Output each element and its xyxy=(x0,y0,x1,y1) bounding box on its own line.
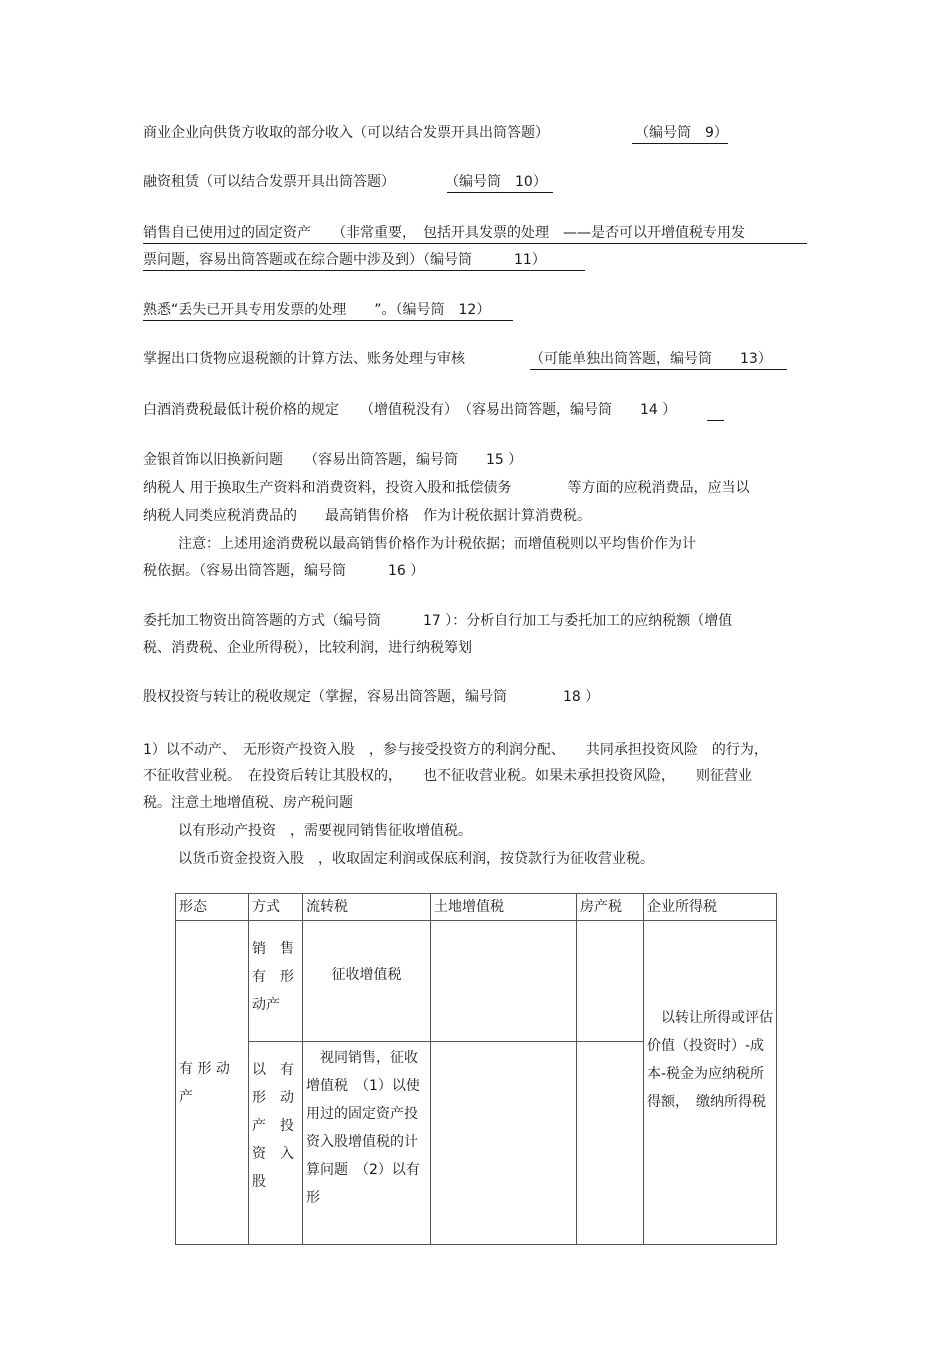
underline xyxy=(530,369,787,370)
underline xyxy=(143,270,585,271)
header-form: 形态 xyxy=(176,894,249,921)
equity-investment-tax-table xyxy=(175,893,777,1245)
header-property-tax: 房产税 xyxy=(577,894,644,921)
table-header-row xyxy=(176,894,777,921)
item-17-line1: 委托加工物资出筒答题的方式（编号筒 17 ）：分析自行加工与委托加工的应纳税额（增值 xyxy=(143,613,733,629)
underline xyxy=(143,320,513,321)
item-12-text: 熟悉“丢失已开具专用发票的处理 ”。（编号筒 12） xyxy=(143,302,491,318)
underline xyxy=(632,143,728,144)
cell-method-invest: 以 有 形 动 产 投 资 入 股 xyxy=(249,1042,303,1245)
item-16-line1: 纳税人 用于换取生产资料和消费资料，投资入股和抵偿债务 等方面的应税消费品，应当以 xyxy=(143,480,750,496)
header-turnover-tax: 流转税 xyxy=(303,894,431,921)
cell-form: 有 形 动 产 xyxy=(176,921,249,1245)
cell-method-sale: 销 售 有 形 动产 xyxy=(249,921,303,1042)
cell-income-tax: 以转让所得或评估价值（投资时）-成本-税金为应纳税所得额， 缴纳所得税 xyxy=(644,921,777,1245)
item-11-line2: 票问题，容易出筒答题或在综合题中涉及到）（编号筒 11） xyxy=(143,252,546,268)
item-18-p1-line2: 不征收营业税。 在投资后转让其股权的， 也不征收营业税。如果未承担投资风险， 则征营业 xyxy=(143,768,752,784)
item-15-title: 金银首饰以旧换新问题 （容易出筒答题，编号筒 15 ） xyxy=(143,452,523,468)
item-11-line1: 销售自已使用过的固定资产 （非常重要， 包括开具发票的处理 ——是否可以开增值税专用发 xyxy=(143,225,745,241)
item-16-line2: 纳税人同类应税消费品的 最高销售价格 作为计税依据计算消费税。 xyxy=(143,508,591,524)
cell-turnover-invest: 视同销售，征收增值税 （1）以使用过的固定资产投资入股增值税的计算问题 （2）以有形 xyxy=(303,1042,431,1245)
header-land-vat: 土地增值税 xyxy=(431,894,577,921)
underline xyxy=(447,192,553,193)
cell-property-tax-2 xyxy=(577,1042,644,1245)
item-18-p2: 以有形动产投资 ，需要视同销售征收增值税。 xyxy=(178,823,472,839)
underline xyxy=(707,420,724,421)
header-method: 方式 xyxy=(249,894,303,921)
item-18-p1-line3: 税。注意土地增值税、房产税问题 xyxy=(143,795,353,811)
item-18-p3: 以货币资金投资入股 ，收取固定利润或保底利润，按贷款行为征收营业税。 xyxy=(178,851,654,867)
item-16-line3: 注意：上述用途消费税以最高销售价格作为计税依据；而增值税则以平均售价作为计 xyxy=(178,536,696,552)
item-10-text: 融资租赁（可以结合发票开具出筒答题） xyxy=(143,174,395,190)
item-9-text: 商业企业向供货方收取的部分收入（可以结合发票开具出筒答题） xyxy=(143,125,549,141)
item-10-ref: （编号筒 10） xyxy=(445,174,547,190)
cell-land-vat-1 xyxy=(431,921,577,1042)
header-income-tax: 企业所得税 xyxy=(644,894,777,921)
item-17-line2: 税、消费税、企业所得税），比较利润，进行纳税筹划 xyxy=(143,640,472,656)
item-16-line4: 税依据。（容易出筒答题，编号筒 16 ） xyxy=(143,563,425,579)
item-13-text: 掌握出口货物应退税额的计算方法、账务处理与审核 xyxy=(143,351,465,367)
item-18-p1-line1: 1）以不动产、 无形资产投资入股 ，参与接受投资方的利润分配、 共同承担投资风险 的行为， xyxy=(143,742,768,758)
underline xyxy=(143,243,807,244)
item-18-title: 股权投资与转让的税收规定（掌握，容易出筒答题，编号筒 18 ） xyxy=(143,689,600,705)
cell-turnover-sale: 征收增值税 xyxy=(303,921,431,1042)
item-9-ref: （编号筒 9） xyxy=(635,125,728,141)
item-14-text: 白酒消费税最低计税价格的规定 （增值税没有） （容易出筒答题，编号筒 14 ） xyxy=(143,402,677,418)
cell-land-vat-2 xyxy=(431,1042,577,1245)
item-13-ref: （可能单独出筒答题，编号筒 13） xyxy=(530,351,772,367)
table-row xyxy=(176,921,777,1042)
cell-property-tax-1 xyxy=(577,921,644,1042)
